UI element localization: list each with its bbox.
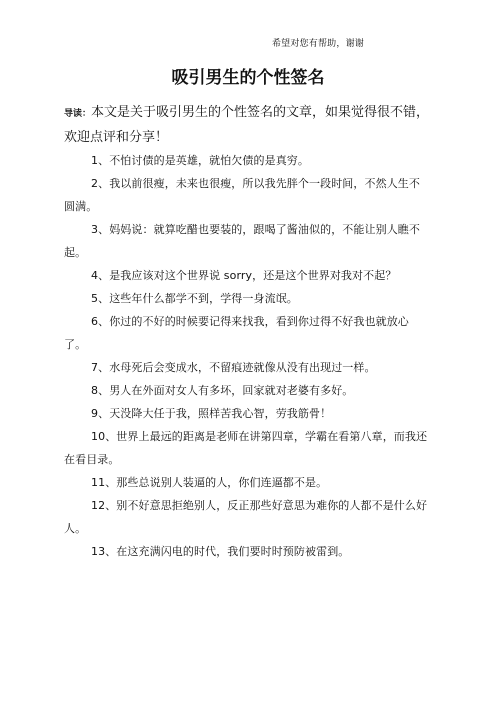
signature-item-2: 2、我以前很瘦，未来也很瘦，所以我先胖个一段时间，不然人生不圆满。 [64, 177, 420, 213]
signature-item-9: 9、天没降大任于我，照样苦我心智，劳我筋骨！ [91, 407, 332, 420]
signature-item-7: 7、水母死后会变成水，不留痕迹就像从没有出现过一样。 [91, 361, 376, 374]
signature-item-8: 8、男人在外面对女人有多坏，回家就对老婆有多好。 [91, 384, 354, 397]
signature-item-1: 1、不怕讨债的是英雄，就怕欠债的是真穷。 [91, 154, 309, 167]
header-note: 希望对您有帮助，谢谢 [271, 39, 364, 49]
signature-item-4: 4、是我应该对这个世界说 sorry，还是这个世界对我对不起？ [91, 269, 397, 282]
intro-label: 导读： [64, 109, 92, 119]
intro-text: 本文是关于吸引男生的个性签名的文章，如果觉得很不错，欢迎点评和分享！ [64, 105, 430, 145]
signature-item-6: 6、你过的不好的时候要记得来找我，看到你过得不好我也就放心了。 [64, 315, 409, 351]
signature-item-11: 11、那些总说别人装逼的人，你们连逼都不是。 [91, 476, 328, 489]
intro-paragraph [64, 101, 430, 150]
document-title: 吸引男生的个性签名 [171, 68, 325, 88]
signature-item-3: 3、妈妈说：就算吃醋也要装的，跟喝了酱油似的，不能让别人瞧不起。 [64, 223, 420, 259]
signature-list [64, 149, 430, 563]
signature-item-12: 12、别不好意思拒绝别人，反正那些好意思为难你的人都不是什么好人。 [64, 499, 428, 535]
signature-item-10: 10、世界上最远的距离是老师在讲第四章，学霸在看第八章，而我还在看目录。 [64, 430, 428, 466]
signature-item-13: 13、在这充满闪电的时代，我们要时时预防被雷到。 [91, 545, 350, 558]
signature-item-5: 5、这些年什么都学不到，学得一身流氓。 [91, 292, 298, 305]
